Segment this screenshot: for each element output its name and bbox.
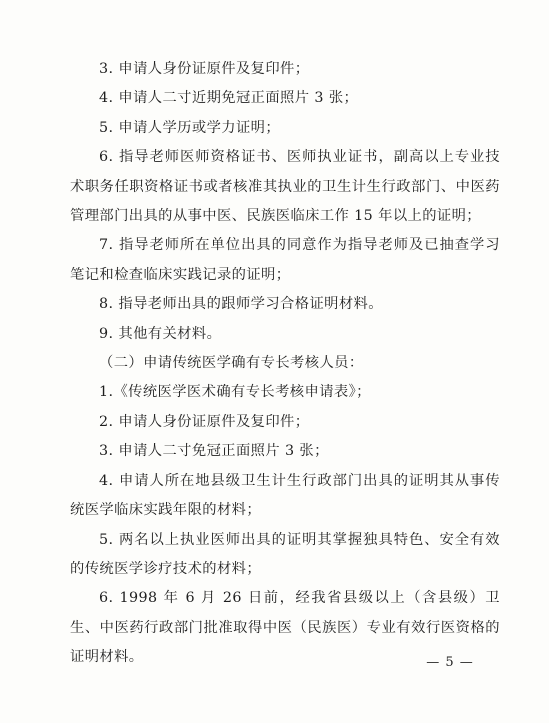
paragraph-item-3-photo: 3. 申请人二寸免冠正面照片 3 张；	[99, 443, 329, 460]
paragraph-item-1-application-form: 1.《传统医学医术确有专长考核申请表》；	[99, 384, 371, 401]
paragraph-item-7-unit-consent: 7. 指导老师所在单位出具的同意作为指导老师及已抽查学习笔记和检查临床实践记录的证明；	[70, 237, 500, 283]
paragraph-item-9-other: 9. 其他有关材料。	[99, 325, 222, 342]
paragraph-item-8-qualification: 8. 指导老师出具的跟师学习合格证明材料。	[99, 296, 383, 313]
section-heading-traditional-medicine: （二）申请传统医学确有专长考核人员：	[99, 355, 364, 372]
paragraph-item-6-1998-qualification: 6. 1998 年 6 月 26 日前，经我省县级以上（含县级）卫生、中医药行政部门批准取得中医（民族医）专业有效行医资格的证明材料。	[70, 590, 500, 666]
paragraph-item-3-id-card: 3. 申请人身份证原件及复印件；	[99, 61, 310, 77]
page-number: — 5 —	[426, 655, 474, 670]
paragraph-item-4-photo: 4. 申请人二寸近期免冠正面照片 3 张；	[99, 90, 359, 107]
paragraph-item-5-education: 5. 申请人学历或学力证明；	[99, 119, 281, 136]
paragraph-item-2-id-card: 2. 申请人身份证原件及复印件；	[99, 413, 310, 430]
paragraph-item-6-mentor-certificates: 6. 指导老师医师资格证书、医师执业证书，副高以上专业技术职务任职资格证书或者核准其执业的卫生计生行政部门、中医药管理部门出具的从事中医、民族医临床工作 15 年以上的证明；	[70, 149, 500, 225]
paragraph-item-4-county-proof: 4. 申请人所在地县级卫生计生行政部门出具的证明其从事传统医学临床实践年限的材料；	[70, 472, 500, 519]
document-body	[70, 55, 500, 673]
paragraph-item-5-physician-proof: 5. 两名以上执业医师出具的证明其掌握独具特色、安全有效的传统医学诊疗技术的材料；	[70, 531, 500, 577]
